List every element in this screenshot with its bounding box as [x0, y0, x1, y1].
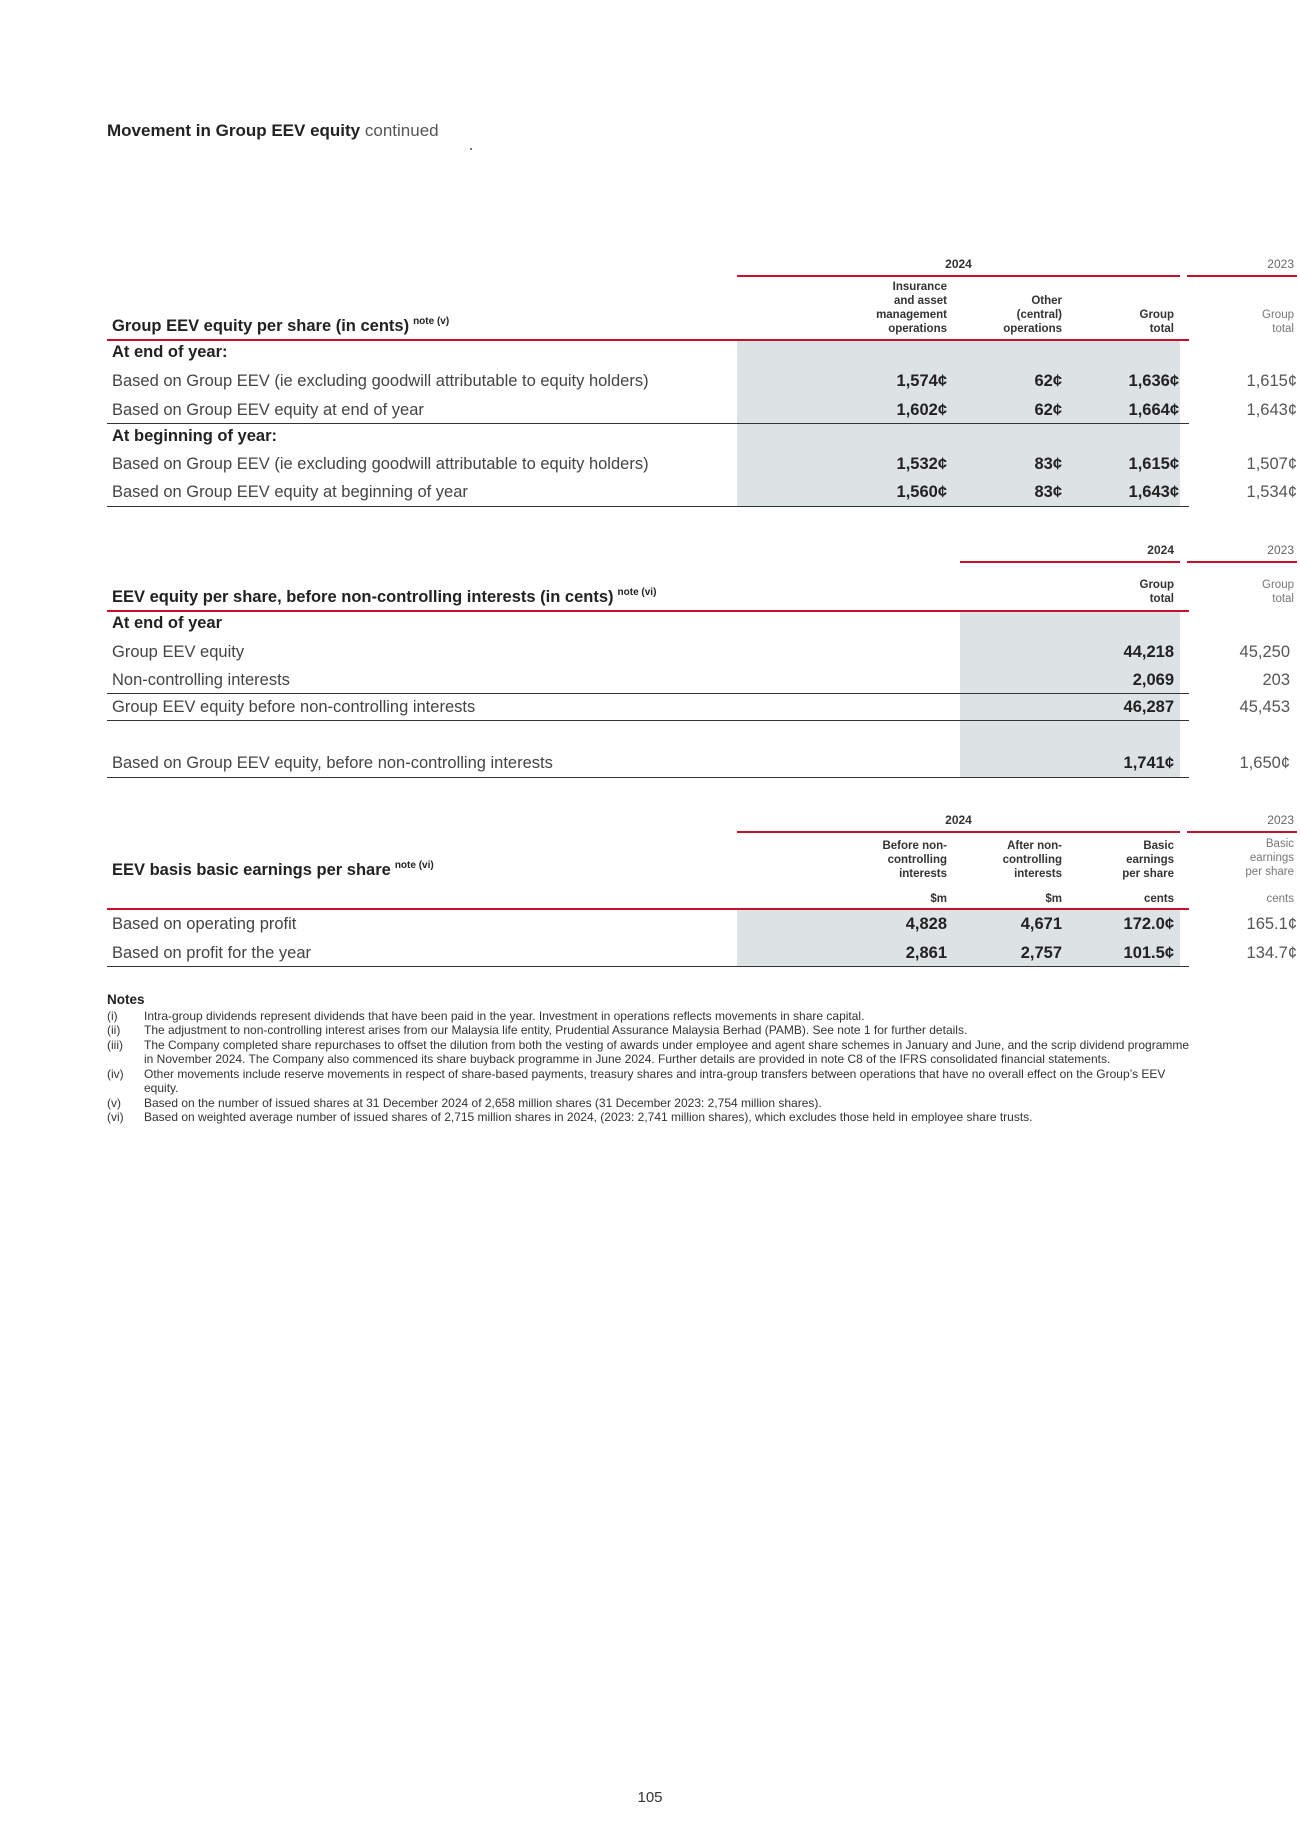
- note-item: (v) Based on the number of issued shares at 31 December 2024 of 2,658 million shares (31 December 2023: 2,754 million shares).: [107, 1095, 822, 1110]
- page-title-continued: continued: [364, 121, 439, 140]
- row-label: Non-controlling interests: [112, 671, 290, 689]
- row-label: Based on Group EEV equity at end of year: [112, 401, 424, 419]
- row-label: Based on Group EEV (ie excluding goodwill attributable to equity holders): [112, 372, 649, 390]
- note-item: (ii) The adjustment to non-controlling interest arises from our Malaysia life entity, Prudential Assurance Malaysia Berhad (PAMB). See note 1 for further details.: [107, 1023, 968, 1037]
- unit-before-nci: $m: [930, 893, 947, 905]
- cell-after-nci: 2,757: [1020, 944, 1062, 962]
- row-label: Group EEV equity: [112, 643, 245, 661]
- notes-heading: Notes: [107, 992, 145, 1007]
- cell-prior: 165.1¢: [1246, 915, 1297, 933]
- col-header-insurance: Insurance and asset management operations: [876, 281, 947, 335]
- row-label: Group EEV equity before non-controlling interests: [112, 698, 476, 716]
- table-title: EEV basis basic earnings per share $^{note (vi)}$: [112, 860, 434, 879]
- year-current: 2024: [945, 813, 972, 827]
- col-header-group-prior: Group total: [1262, 579, 1294, 605]
- total-rule: [107, 720, 1189, 721]
- cell-before-nci: 2,861: [905, 944, 947, 962]
- row-label: Based on Group EEV (ie excluding goodwill attributable to equity holders): [112, 455, 649, 473]
- header-rule: [107, 908, 1189, 910]
- cell-group: 1,643¢: [1128, 483, 1179, 501]
- table-bottom-rule: [107, 777, 1189, 778]
- cell-insurance: 1,602¢: [896, 401, 947, 419]
- cell-basic-eps: 172.0¢: [1123, 915, 1174, 933]
- note-item: (vi) Based on weighted average number of issued shares of 2,715 million shares in 2024, (2023: 2,741 million shares), which excludes those held in employee share trusts.: [107, 1110, 1033, 1124]
- row-label: Based on operating profit: [112, 915, 297, 933]
- notes: [107, 993, 1192, 1125]
- year-current-rule: [960, 561, 1180, 563]
- note-ref: note (vi): [617, 587, 657, 598]
- cell-prior: 45,250: [1239, 643, 1290, 661]
- header-rule: [107, 339, 1189, 341]
- cell-other: 83¢: [1034, 455, 1062, 473]
- page-title-main: Movement in Group EEV equity: [107, 121, 361, 140]
- row-label: Based on Group EEV equity at beginning of year: [112, 483, 468, 501]
- col-header-other: Other (central) operations: [1003, 295, 1062, 335]
- year-current: 2024: [1147, 543, 1174, 557]
- cell-prior: 1,643¢: [1246, 401, 1297, 419]
- col-header-basic-eps: Basic earnings per share: [1122, 840, 1174, 880]
- unit-basic-eps: cents: [1143, 893, 1174, 905]
- cell-group: 1,615¢: [1128, 455, 1179, 473]
- col-header-group: Group total: [1139, 579, 1174, 605]
- note-item: (iv) Other movements include reserve movements in respect of share-based payments, treasury shares and intra-group transfers between operations that have no overall effect on the Group’s EEV equity.: [107, 1066, 1166, 1095]
- table-eev-equity-per-share: [107, 250, 1297, 510]
- year-current-rule: [737, 831, 1180, 833]
- col-header-basic-eps-prior: Basic earnings per share: [1245, 838, 1294, 878]
- year-prior: 2023: [1267, 257, 1294, 271]
- col-header-before-nci: Before non- controlling interests: [882, 840, 947, 880]
- note-item: (iii) The Company completed share repurchases to offset the dilution from both the vesting of awards under employee and agent share schemes in January and June, and the scrip dividend programme in November 2024. The Company also commenced its share buyback programme in June 2024. Further details are provided in note C8 of the IFRS consolidated financial statements.: [107, 1037, 1190, 1066]
- cell-current: 46,287: [1123, 698, 1174, 716]
- subtotal-rule: [107, 693, 1189, 694]
- table-eev-basic-eps: [107, 810, 1297, 970]
- header-rule: [107, 610, 1189, 612]
- cell-other: 62¢: [1034, 401, 1062, 419]
- unit-after-nci: $m: [1045, 893, 1062, 905]
- cell-before-nci: 4,828: [905, 915, 947, 933]
- cell-insurance: 1,574¢: [896, 372, 947, 390]
- year-current-rule: [737, 275, 1180, 277]
- cell-other: 83¢: [1034, 483, 1062, 501]
- cell-group: 1,664¢: [1128, 401, 1179, 419]
- table-eev-equity-before-nci: [107, 536, 1294, 780]
- year-prior-rule: [1187, 831, 1297, 833]
- cell-after-nci: 4,671: [1020, 915, 1062, 933]
- cell-current: 44,218: [1123, 643, 1174, 661]
- section-end-of-year: At end of year:: [112, 343, 228, 361]
- cell-insurance: 1,560¢: [896, 483, 947, 501]
- row-label: Based on profit for the year: [112, 944, 312, 962]
- page-title: [107, 121, 439, 141]
- cell-prior: 1,650¢: [1239, 754, 1290, 772]
- section-rule: [107, 423, 1189, 424]
- cell-group: 1,636¢: [1128, 372, 1179, 390]
- cell-prior: 203: [1262, 671, 1290, 689]
- cell-current: 1,741¢: [1123, 754, 1174, 772]
- table-bottom-rule: [107, 506, 1189, 507]
- year-prior: 2023: [1267, 813, 1294, 827]
- cell-prior: 1,534¢: [1246, 483, 1297, 501]
- row-label: Based on Group EEV equity, before non-controlling interests: [112, 754, 553, 772]
- unit-prior: cents: [1266, 893, 1294, 905]
- col-header-group-prior: Group total: [1262, 309, 1294, 335]
- year-prior-rule: [1187, 275, 1297, 277]
- cell-other: 62¢: [1034, 372, 1062, 390]
- col-header-after-nci: After non- controlling interests: [1002, 840, 1062, 880]
- table-title: EEV equity per share, before non-controlling interests (in cents) $^{note (vi)}$: [112, 587, 657, 606]
- section-beginning-of-year: At beginning of year:: [112, 427, 277, 445]
- year-prior-rule: [1187, 561, 1297, 563]
- section-end-of-year: At end of year: [112, 614, 223, 632]
- cell-prior: 1,507¢: [1246, 455, 1297, 473]
- cell-prior: 45,453: [1239, 698, 1290, 716]
- note-item: (i) Intra-group dividends represent dividends that have been paid in the year. Investment in operations reflects movements in share capital.: [107, 1008, 865, 1023]
- stray-dot: [470, 148, 472, 150]
- cell-current: 2,069: [1132, 671, 1174, 689]
- table-bottom-rule: [107, 966, 1189, 967]
- current-year-shade: [960, 612, 1180, 777]
- year-prior: 2023: [1267, 543, 1294, 557]
- cell-basic-eps: 101.5¢: [1123, 944, 1174, 962]
- cell-insurance: 1,532¢: [896, 455, 947, 473]
- year-current: 2024: [945, 257, 972, 271]
- table-title: Group EEV equity per share (in cents) $^{note (v)}$: [112, 316, 450, 335]
- page-number: 105: [637, 1789, 663, 1806]
- note-ref: note (v): [413, 316, 450, 327]
- cell-prior: 134.7¢: [1246, 944, 1297, 962]
- note-ref: note (vi): [394, 860, 434, 871]
- col-header-group: Group total: [1139, 309, 1174, 335]
- cell-prior: 1,615¢: [1246, 372, 1297, 390]
